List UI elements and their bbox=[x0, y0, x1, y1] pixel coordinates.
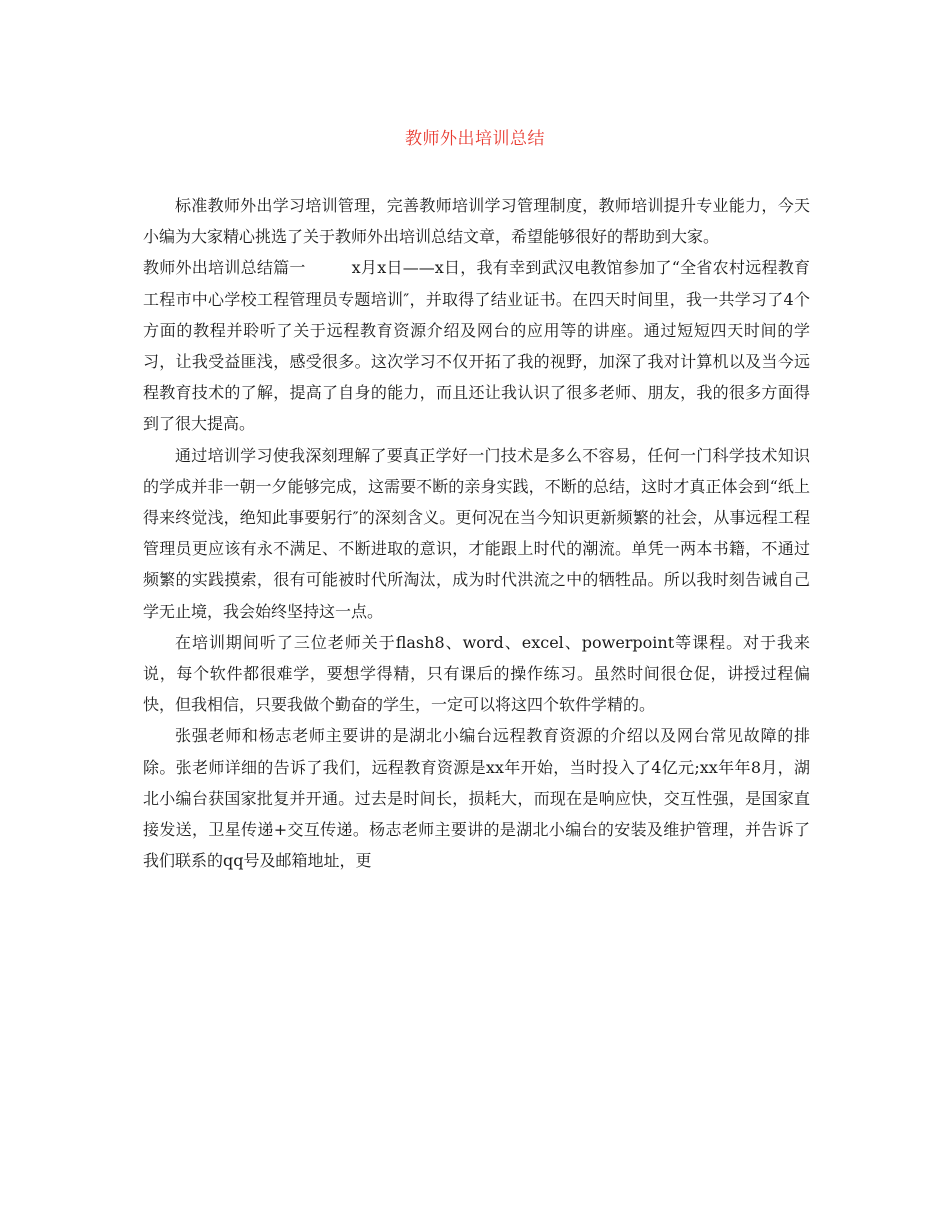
section-first-paragraph: x月x日——x日，我有幸到武汉电教馆参加了“全省农村远程教育工程市中心学校工程管理员专题培训″，并取得了结业证书。在四天时间里，我一共学习了4个方面的教程并聆听了关于远程教育资源介绍及网台的应用等的讲座。通过短短四天时间的学习，让我受益匪浅，感受很多。这次学习不仅开拓了我的视野，加深了我对计算机以及当今远程教育技术的了解，提高了自身的能力，而且还让我认识了很多老师、朋友，我的很多方面得到了很大提高。 bbox=[143, 258, 810, 434]
document-title: 教师外出培训总结 bbox=[405, 129, 545, 149]
body-paragraph-2: 在培训期间听了三位老师关于flash8、word、excel、powerpoint等课程。对于我来说，每个软件都很难学，要想学得精，只有课后的操作练习。虽然时间很仓促，讲授过程偏快，但我相信，只要我做个勤奋的学生，一定可以将这四个软件学精的。 bbox=[143, 632, 810, 715]
section-paragraph bbox=[143, 252, 810, 439]
body-paragraph-1: 通过培训学习使我深刻理解了要真正学好一门技术是多么不容易，任何一门科学技术知识的学成并非一朝一夕能够完成，这需要不断的亲身实践，不断的总结，这时才真正体会到“纸上得来终觉浅，绝知此事要躬行″的深刻含义。更何况在当今知识更新频繁的社会，从事远程工程管理员更应该有永不满足、不断进取的意识，才能跟上时代的潮流。单凭一两本书籍，不通过频繁的实践摸索，很有可能被时代所淘汰，成为时代洪流之中的牺牲品。所以我时刻告诫自己学无止境，我会始终坚持这一点。 bbox=[143, 445, 810, 621]
section-heading: 教师外出培训总结篇一 bbox=[143, 258, 306, 278]
intro-paragraph: 标准教师外出学习培训管理，完善教师培训学习管理制度，教师培训提升专业能力，今天小编为大家精心挑选了关于教师外出培训总结文章，希望能够很好的帮助到大家。 bbox=[143, 196, 810, 247]
body-paragraph-3: 张强老师和杨志老师主要讲的是湖北小编台远程教育资源的介绍以及网台常见故障的排除。张老师详细的告诉了我们，远程教育资源是xx年开始，当时投入了4亿元;xx年年8月，湖北小编台获国家批复并开通。过去是时间长，损耗大，而现在是响应快，交互性强，是国家直接发送，卫星传递+交互传递。杨志老师主要讲的是湖北小编台的安装及维护管理，并告诉了我们联系的qq号及邮箱地址，更 bbox=[143, 726, 810, 871]
document-body bbox=[143, 190, 810, 876]
